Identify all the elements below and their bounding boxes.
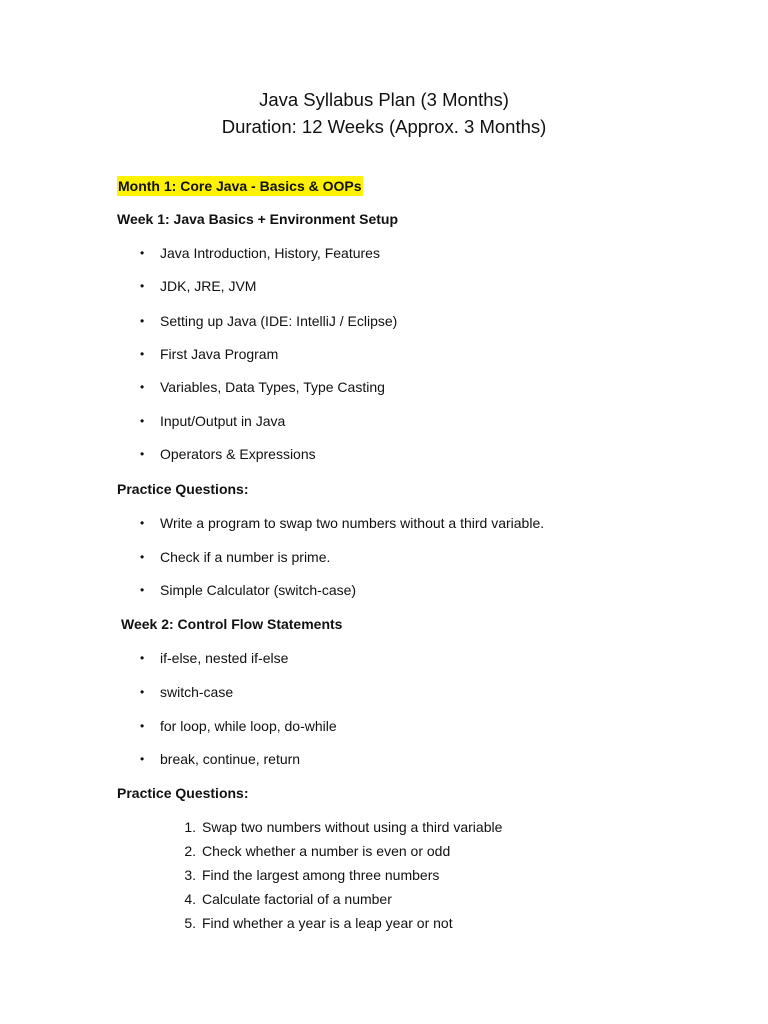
list-number: 1.: [184, 819, 196, 835]
list-item-text: Check if a number is prime.: [160, 549, 331, 565]
list-item-text: First Java Program: [160, 346, 279, 362]
bullet-icon: •: [140, 414, 145, 428]
list-item-text: break, continue, return: [160, 751, 301, 767]
list-item-text: Calculate factorial of a number: [202, 891, 392, 907]
list-item-text: Swap two numbers without using a third variable: [202, 819, 503, 835]
bullet-icon: •: [140, 314, 145, 328]
list-number: 5.: [184, 915, 196, 931]
bullet-icon: •: [140, 347, 145, 361]
week1-practice-heading: Practice Questions:: [117, 481, 249, 497]
bullet-icon: •: [140, 719, 145, 733]
bullet-icon: •: [140, 380, 145, 394]
week1-heading: Week 1: Java Basics + Environment Setup: [117, 211, 399, 227]
list-item-text: Java Introduction, History, Features: [160, 245, 380, 261]
list-number: 3.: [184, 867, 196, 883]
bullet-icon: •: [140, 246, 145, 260]
bullet-icon: •: [140, 279, 145, 293]
document-duration: Duration: 12 Weeks (Approx. 3 Months): [221, 116, 547, 137]
list-item-text: Setting up Java (IDE: IntelliJ / Eclipse): [160, 313, 398, 329]
list-item-text: if-else, nested if-else: [160, 650, 289, 666]
bullet-icon: •: [140, 583, 145, 597]
bullet-icon: •: [140, 550, 145, 564]
list-item-text: Input/Output in Java: [160, 413, 286, 429]
list-number: 4.: [184, 891, 196, 907]
list-item-text: JDK, JRE, JVM: [160, 278, 257, 294]
list-item-text: Operators & Expressions: [160, 446, 316, 462]
week2-practice-heading: Practice Questions:: [117, 785, 249, 801]
list-item-text: Find whether a year is a leap year or not: [202, 915, 453, 931]
bullet-icon: •: [140, 651, 145, 665]
bullet-icon: •: [140, 516, 145, 530]
list-number: 2.: [184, 843, 196, 859]
document-title: Java Syllabus Plan (3 Months): [259, 89, 509, 110]
list-item-text: Simple Calculator (switch-case): [160, 582, 357, 598]
list-item-text: for loop, while loop, do-while: [160, 718, 337, 734]
bullet-icon: •: [140, 685, 145, 699]
bullet-icon: •: [140, 752, 145, 766]
bullet-icon: •: [140, 447, 145, 461]
list-item-text: Variables, Data Types, Type Casting: [160, 379, 385, 395]
list-item-text: Write a program to swap two numbers without a third variable.: [160, 515, 545, 531]
list-item-text: Find the largest among three numbers: [202, 867, 440, 883]
list-item-text: Check whether a number is even or odd: [202, 843, 451, 859]
list-item-text: switch-case: [160, 684, 234, 700]
week2-heading: Week 2: Control Flow Statements: [121, 616, 343, 632]
month1-heading: Month 1: Core Java - Basics & OOPs: [118, 178, 362, 194]
